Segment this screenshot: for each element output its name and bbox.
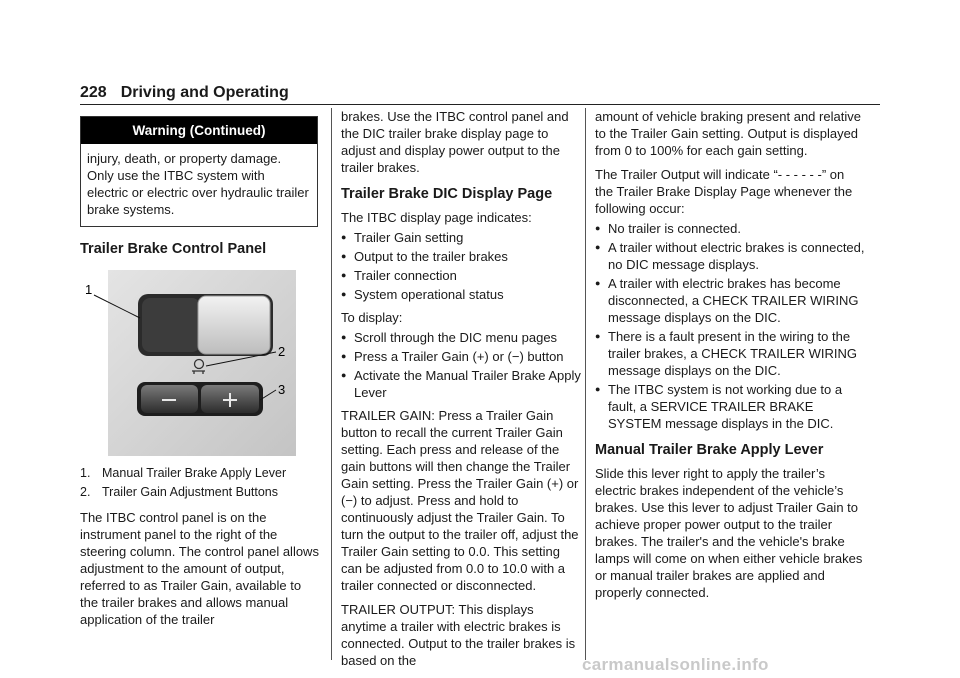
- column-divider: [585, 108, 586, 660]
- list-item: ● A trailer with electric brakes has become disconnected, a CHECK TRAILER WIRING message displays on the DIC.: [595, 275, 865, 326]
- caption-number: 2.: [80, 485, 91, 499]
- warning-title: Warning (Continued): [81, 117, 317, 144]
- body-paragraph: brakes. Use the ITBC control panel and the DIC trailer brake display page to adjust and display power output to the trailer brakes.: [341, 109, 569, 175]
- body-paragraph: The ITBC control panel is on the instrument panel to the right of the steering column. The control panel allows adjustment to the amount of output, referred to as Trailer Gain, available to the trailer brakes and allows manual application of the trailer: [80, 510, 319, 627]
- lever-track: [142, 298, 200, 352]
- page-header: [80, 84, 289, 102]
- callout-1: 1: [85, 282, 93, 297]
- caption-text: Trailer Gain Adjustment Buttons: [102, 485, 279, 499]
- body-paragraph: The ITBC display page indicates:: [341, 210, 532, 225]
- body-paragraph: The Trailer Output will indicate “- - - - - -” on the Trailer Brake Display Page whenever the following occur:: [595, 167, 853, 216]
- list-item: ● Trailer Gain setting: [341, 229, 581, 246]
- list-item: ● Output to the trailer brakes: [341, 248, 581, 265]
- list-item: ● The ITBC system is not working due to a fault, a SERVICE TRAILER BRAKE SYSTEM message displays in the DIC.: [595, 381, 865, 432]
- control-panel-figure: [80, 264, 300, 459]
- body-paragraph: amount of vehicle braking present and relative to the Trailer Gain setting. Output is displayed from 0 to 100% for each gain setting.: [595, 109, 861, 158]
- section-heading: Manual Trailer Brake Apply Lever: [595, 442, 824, 458]
- section-heading: Trailer Brake Control Panel: [80, 241, 267, 257]
- caption-item: [80, 484, 320, 501]
- column-1: [80, 116, 320, 635]
- list-item: ● Scroll through the DIC menu pages: [341, 329, 581, 346]
- warning-box: [80, 116, 318, 227]
- caption-item: [80, 465, 320, 482]
- list-item: ● A trailer without electric brakes is connected, no DIC message displays.: [595, 239, 865, 273]
- callout-2: 2: [278, 344, 286, 359]
- watermark: carmanualsonline.info: [582, 655, 769, 674]
- lever-handle: [198, 296, 270, 354]
- list-item: ● No trailer is connected.: [595, 220, 865, 237]
- header-rule: [80, 104, 880, 105]
- body-paragraph: TRAILER GAIN: Press a Trailer Gain button to recall the current Trailer Gain setting. Each press and release of the gain buttons will then change the Trailer Gain setting. Press the Trailer Gain (+) or (−) to adjust. Press and hold to continuously adjust the Trailer Gain. To turn the output to the trailer off, adjust the Trailer Gain setting to 0.0. This setting can be adjusted from 0.0 to 10.0 with a trailer connected or disconnected.: [341, 408, 579, 593]
- list-item: ● Activate the Manual Trailer Brake Apply Lever: [341, 367, 581, 401]
- body-paragraph: To display:: [341, 310, 403, 325]
- list-item: ● System operational status: [341, 286, 581, 303]
- body-paragraph: TRAILER OUTPUT: This displays anytime a trailer with electric brakes is connected. Output to the trailer brakes is based on the: [341, 602, 576, 668]
- steps-list: [341, 329, 581, 401]
- page-number: 228: [80, 84, 107, 101]
- warning-body: injury, death, or property damage. Only use the ITBC system with electric or electric over hydraulic trailer brake systems.: [87, 151, 309, 217]
- column-3: [595, 108, 865, 608]
- column-2: [341, 108, 581, 676]
- conditions-list: [595, 220, 865, 432]
- figure-captions: [80, 465, 320, 501]
- callout-3: 3: [278, 382, 286, 397]
- body-paragraph: Slide this lever right to apply the trailer’s electric brakes independent of the vehicle’s brakes. Use this lever to adjust Trailer Gain to achieve proper power output to the trailer brakes. The trailer's and the vehicle's brake lamps will come on when either vehicle brakes or manual trailer brakes are applied and properly connected.: [595, 466, 863, 600]
- list-item: ● There is a fault present in the wiring to the trailer brakes, a CHECK TRAILER WIRING message displays on the DIC.: [595, 328, 865, 379]
- list-item: ● Trailer connection: [341, 267, 581, 284]
- list-item: ● Press a Trailer Gain (+) or (−) button: [341, 348, 581, 365]
- section-heading: Trailer Brake DIC Display Page: [341, 186, 553, 202]
- control-panel-illustration: [80, 264, 300, 459]
- caption-text: Manual Trailer Brake Apply Lever: [102, 466, 287, 480]
- indicates-list: [341, 229, 581, 303]
- section-title: Driving and Operating: [120, 84, 289, 101]
- caption-number: 1.: [80, 466, 91, 480]
- column-divider: [331, 108, 332, 660]
